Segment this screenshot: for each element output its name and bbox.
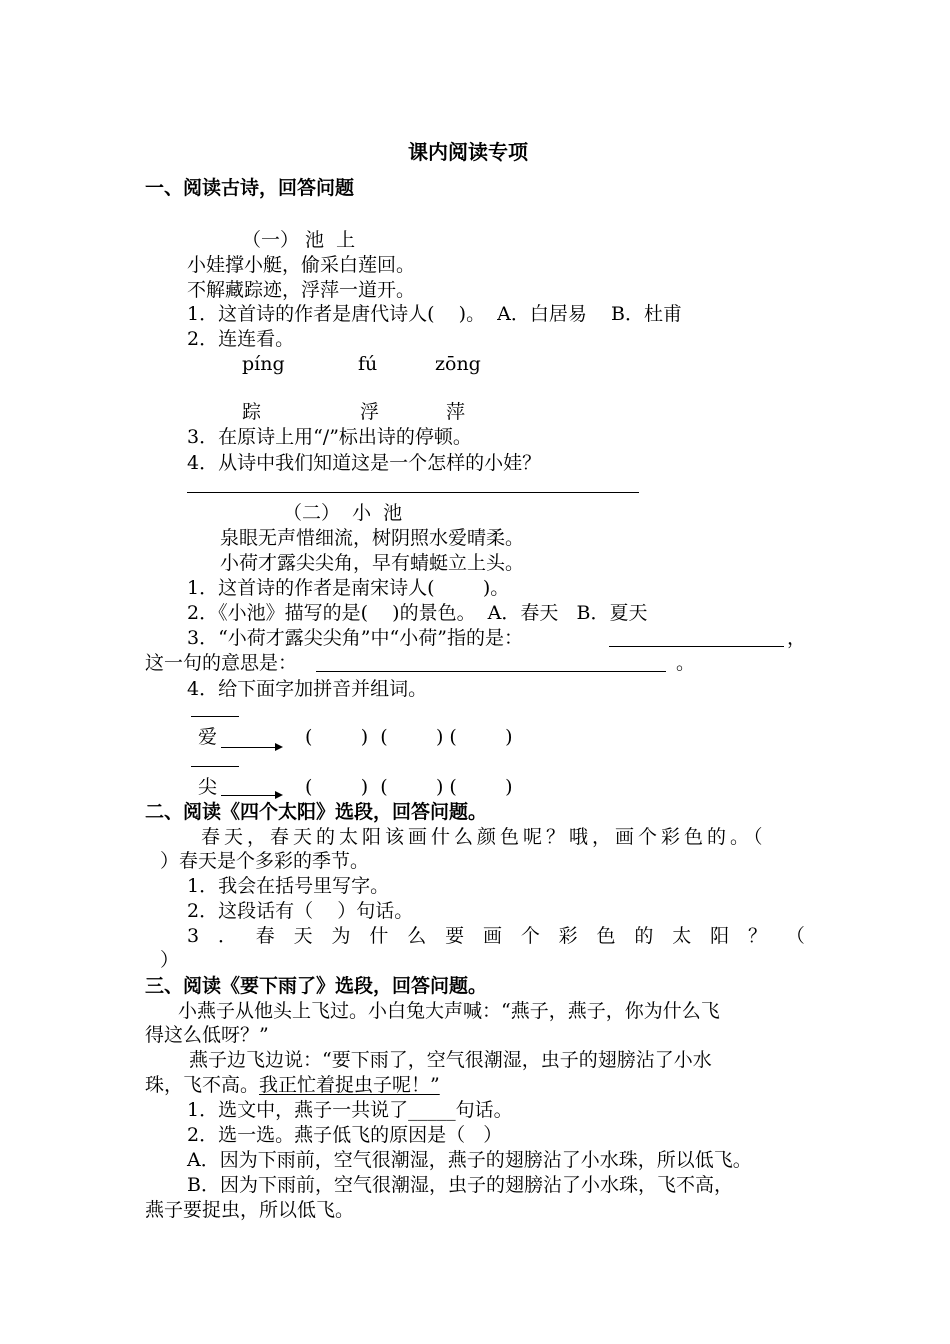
section2-para1: 春天，春天的太阳该画什么颜色呢？哦，画个彩色的。（ (201, 826, 767, 848)
poem1-line1: 小娃撑小艇，偷采白莲回。 (187, 254, 416, 276)
section3-q1: 1．选文中，燕子一共说了_____句话。 (187, 1099, 513, 1121)
section2-para2: ）春天是个多彩的季节。 (160, 850, 370, 872)
poem1-q3: 3．在原诗上用“/”标出诗的停顿。 (187, 426, 472, 448)
match-char-2: 浮 (360, 401, 380, 423)
section2-q3-end: ） (160, 949, 180, 971)
poem2-q3c: 这一句的意思是： (145, 652, 298, 674)
section2-q2: 2．这段话有（ ）句话。 (187, 900, 414, 922)
section3-para1a: 小燕子从他头上飞过。小白兔大声喊：“燕子，燕子，你为什么飞 (178, 1000, 720, 1022)
poem2-line1: 泉眼无声惜细流，树阴照水爱晴柔。 (220, 527, 525, 549)
answer-line[interactable] (316, 671, 666, 672)
arrow-icon (221, 747, 275, 748)
section3-option-a: A．因为下雨前，空气很潮湿，燕子的翅膀沾了小水珠，所以低飞。 (187, 1149, 752, 1171)
section3-option-b2: 燕子要捉虫，所以低飞。 (145, 1199, 355, 1221)
section3-option-b1: B．因为下雨前，空气很潮湿，虫子的翅膀沾了小水珠，飞不高， (187, 1174, 733, 1196)
poem2-line2: 小荷才露尖尖角，早有蜻蜓立上头。 (220, 552, 525, 574)
poem2-q3b: ， (787, 627, 807, 649)
poem2-title: （二） 小 池 (283, 502, 403, 524)
poem1-q1: 1．这首诗的作者是唐代诗人( )。 A．白居易 B．杜甫 (187, 303, 682, 325)
poem1-line2: 不解藏踪迹，浮萍一道开。 (187, 279, 416, 301)
arrow-icon (221, 795, 275, 796)
pinyin-2: fú (358, 353, 378, 375)
match-char-3: 萍 (446, 401, 466, 423)
section3-para2a: 燕子边飞边说：“要下雨了，空气很潮湿，虫子的翅膀沾了小水 (189, 1049, 712, 1071)
pinyin-1: píng (242, 353, 285, 375)
answer-line[interactable] (187, 492, 639, 493)
word-jian: 尖 (198, 776, 218, 798)
match-char-1: 踪 (242, 401, 262, 423)
word-blanks-2: ( ) ( ) ( ) (305, 776, 513, 798)
section2-heading: 二、阅读《四个太阳》选段，回答问题。 (145, 801, 488, 823)
section3-q2: 2．选一选。燕子低飞的原因是（ ） (187, 1124, 503, 1146)
poem2-q2: 2．《小池》描写的是( )的景色。 A．春天 B．夏天 (187, 602, 648, 624)
section3-para2 (145, 1073, 440, 1097)
poem2-q3a: 3．“小荷才露尖尖角”中“小荷”指的是： (187, 627, 523, 649)
word-blanks-1: ( ) ( ) ( ) (305, 726, 513, 748)
poem1-q4: 4．从诗中我们知道这是一个怎样的小娃？ (187, 452, 542, 474)
pinyin-line[interactable] (191, 766, 239, 767)
section2-q3: 3 ． 春 天 为 什 么 要 画 个 彩 色 的 太 阳 ？ （ (187, 925, 805, 947)
underlined-sentence: 我正忙着捉虫子呢！” (259, 1074, 440, 1096)
section3-heading: 三、阅读《要下雨了》选段，回答问题。 (145, 975, 488, 997)
poem2-q4: 4．给下面字加拼音并组词。 (187, 678, 428, 700)
section3-para1b: 得这么低呀？” (145, 1024, 269, 1046)
pinyin-line[interactable] (191, 716, 239, 717)
pinyin-3: zōng (435, 353, 481, 375)
answer-line[interactable] (609, 646, 784, 647)
section2-q1: 1．我会在括号里写字。 (187, 875, 390, 897)
poem2-q3d: 。 (676, 652, 696, 674)
section3-para2b: 珠，飞不高。 (145, 1074, 260, 1096)
poem2-q1: 1．这首诗的作者是南宋诗人( )。 (187, 577, 510, 599)
section1-heading: 一、阅读古诗，回答问题 (145, 177, 355, 199)
word-ai: 爱 (198, 726, 218, 748)
poem1-title: （一） 池 上 (242, 229, 356, 251)
poem1-q2: 2．连连看。 (187, 328, 295, 350)
page-title: 课内阅读专项 (408, 140, 528, 164)
